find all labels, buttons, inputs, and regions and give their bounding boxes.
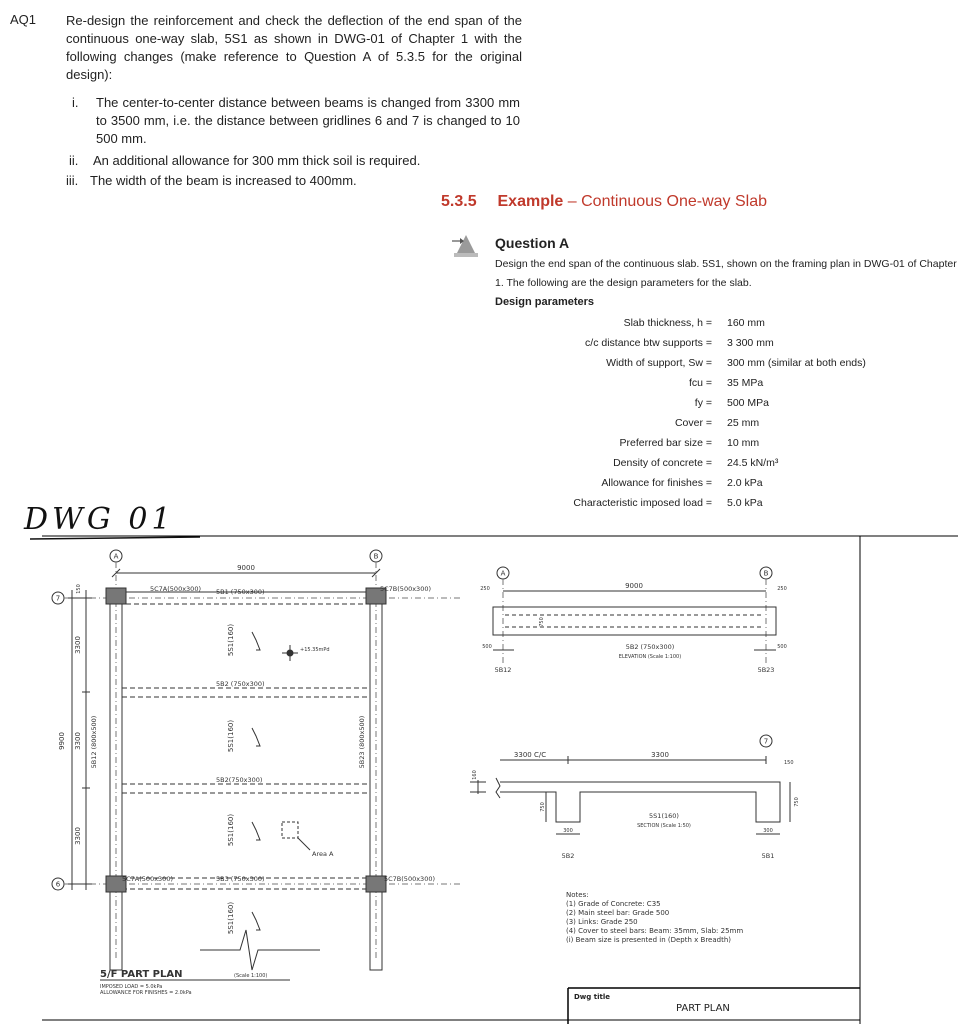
param-value: 35 MPa xyxy=(727,377,764,389)
grid-label-7: 7 xyxy=(763,737,769,746)
note-line: (1) Grade of Concrete: C35 xyxy=(566,900,661,908)
param-value: 2.0 kPa xyxy=(727,477,763,489)
plan-title: 5/F PART PLAN xyxy=(100,969,183,980)
slab-section xyxy=(470,735,790,834)
param-value: 3 300 mm xyxy=(727,337,774,349)
param-label: Allowance for finishes = xyxy=(601,477,712,489)
column-label: 5C7B(500x300) xyxy=(380,585,432,593)
dim-3300-cc: 3300 C/C xyxy=(513,751,547,759)
note-line: (i) Beam size is presented in (Depth x Breadth) xyxy=(566,936,732,944)
item-number: iii. xyxy=(66,173,79,188)
beam-label: 5B3 (750x300) xyxy=(216,875,265,883)
example-bold-title: Example xyxy=(497,193,564,210)
dim-9000: 9000 xyxy=(237,564,255,572)
param-value: 10 mm xyxy=(727,437,760,449)
beam-label: 5B2 (750x300) xyxy=(216,680,265,688)
param-label: fcu = xyxy=(688,377,712,389)
elevation-view-label: ELEVATION (Scale 1:100) xyxy=(618,654,682,660)
dim-3300: 3300 xyxy=(651,751,669,759)
question-a-description: Design the end span of the continuous slab. 5S1, shown on the framing plan in DWG-01 of Chapter 1. The following are the design parameters for the slab. xyxy=(495,258,957,289)
grid-label-b: B xyxy=(763,569,769,578)
param-value: 300 mm (similar at both ends) xyxy=(727,357,866,369)
column-label: 5C7A(500x300) xyxy=(150,585,201,593)
param-value: 24.5 kN/m³ xyxy=(727,457,779,469)
beam-label-5b1: 5B1 xyxy=(761,852,775,860)
dim-750: 750 xyxy=(794,797,800,807)
column-label: 5B23 xyxy=(757,666,775,674)
dim-150: 150 xyxy=(784,760,794,766)
slab-section-label: 5S1(160) xyxy=(649,812,679,820)
beam-label-5b2: 5B2 xyxy=(561,852,575,860)
param-label: c/c distance btw supports = xyxy=(585,337,712,349)
part-plan xyxy=(52,550,460,980)
dim-250: 250 xyxy=(777,586,787,592)
dim-300: 300 xyxy=(563,828,573,834)
question-intro: Re-design the reinforcement and check the deflection of the end span of the continuous one-way slab, 5S1 as shown in DWG-01 of Chapter 1 with the following changes (make reference to Question A of 5.3.5 for the original design): xyxy=(66,13,522,82)
column-label: 5C7A(500x300) xyxy=(122,875,173,883)
finishes-note: ALLOWANCE FOR FINISHES = 2.0kPa xyxy=(100,990,192,996)
slab-label: 5S1(160) xyxy=(227,813,235,847)
example-subtitle: – Continuous One-way Slab xyxy=(567,193,767,210)
dim-9900: 9900 xyxy=(58,732,66,750)
section-number: 5.3.5 xyxy=(441,193,477,210)
slab-label: 5S1(160) xyxy=(227,623,235,657)
param-label: Cover = xyxy=(674,417,712,429)
beam-elevation-label: 5B2 (750x300) xyxy=(625,643,675,651)
grid-label-6: 6 xyxy=(55,880,61,889)
dim-500: 500 xyxy=(482,644,492,650)
grid-label-a: A xyxy=(113,552,119,561)
item-text: The center-to-center distance between beams is changed from 3300 mm to 3500 mm, i.e. the distance between gridlines 6 and 7 is changed to 10 500 mm. xyxy=(96,95,520,146)
beam-label: 5B1 (750x300) xyxy=(216,588,265,596)
question-number: AQ1 xyxy=(10,12,37,27)
item-text: An additional allowance for 300 mm thick soil is required. xyxy=(93,153,421,168)
dim-9000: 9000 xyxy=(625,582,643,590)
title-block-value: PART PLAN xyxy=(676,1003,730,1014)
dim-150: 150 xyxy=(76,584,82,594)
level-label: +15.35mPd xyxy=(300,647,330,653)
section-view-label: SECTION (Scale 1:50) xyxy=(637,823,691,829)
item-number: i. xyxy=(72,95,79,110)
imposed-load-note: IMPOSED LOAD = 5.0kPa xyxy=(100,984,163,990)
beam-label-5b12: 5B12 (800x500) xyxy=(90,715,98,769)
question-a-title: Question A xyxy=(495,235,570,251)
title-block-label: Dwg title xyxy=(574,993,610,1001)
design-parameters-title: Design parameters xyxy=(495,296,595,308)
note-line: (2) Main steel bar: Grade 500 xyxy=(566,909,670,917)
note-line: (4) Cover to steel bars: Beam: 35mm, Slab: 25mm xyxy=(566,927,744,935)
slab-label: 5S1(160) xyxy=(227,901,235,935)
grid-label-a: A xyxy=(500,569,506,578)
slab-label: 5S1(160) xyxy=(227,719,235,753)
param-value: 5.0 kPa xyxy=(727,497,763,509)
dim-250: 250 xyxy=(480,586,490,592)
beam-label-5b23: 5B23 (800x500) xyxy=(358,715,366,769)
handwritten-drawing-label: DWG 01 xyxy=(24,502,175,537)
area-label: Area A xyxy=(312,850,334,858)
dim-3300: 3300 xyxy=(74,636,82,654)
beam-label: 5B2(750x300) xyxy=(216,776,263,784)
item-text: The width of the beam is increased to 400mm. xyxy=(90,173,357,188)
param-label: Preferred bar size = xyxy=(619,437,712,449)
dim-500: 500 xyxy=(777,644,787,650)
param-value: 500 MPa xyxy=(727,397,770,409)
param-value: 160 mm xyxy=(727,317,765,329)
grid-label-7: 7 xyxy=(55,594,61,603)
column-label: 5C7B(500x300) xyxy=(384,875,436,883)
param-label: Width of support, Sw = xyxy=(606,357,712,369)
param-label: Density of concrete = xyxy=(613,457,712,469)
dim-750: 750 xyxy=(540,802,546,812)
param-label: fy = xyxy=(694,397,712,409)
param-label: Slab thickness, h = xyxy=(623,317,712,329)
param-value: 25 mm xyxy=(727,417,760,429)
item-number: ii. xyxy=(69,153,79,168)
note-line: (3) Links: Grade 250 xyxy=(566,918,638,926)
plan-scale: (Scale 1:100) xyxy=(234,973,268,979)
dim-3300: 3300 xyxy=(74,827,82,845)
notes-title: Notes: xyxy=(566,891,589,899)
column-label: 5B12 xyxy=(494,666,512,674)
dim-3300: 3300 xyxy=(74,732,82,750)
dim-750: 750 xyxy=(539,617,545,627)
dim-160: 160 xyxy=(472,770,478,780)
grid-label-b: B xyxy=(373,552,379,561)
param-label: Characteristic imposed load = xyxy=(573,497,712,509)
dim-300: 300 xyxy=(763,828,773,834)
